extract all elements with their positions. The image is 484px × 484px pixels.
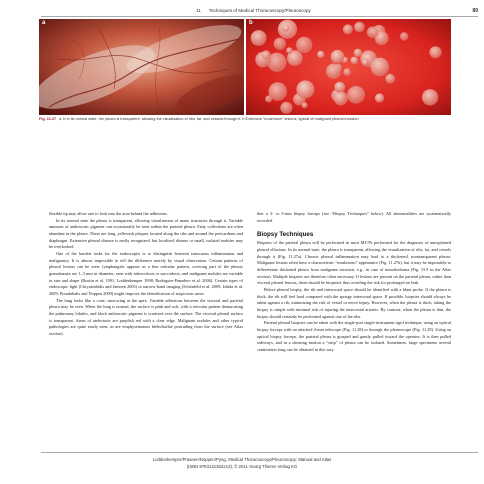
body-paragraph: One of the hardest tasks for the endoscopist is to distinguish between innocuous inflammation and malignancy. It is almost impossible to tell the difference merely by visual observation. Certain patterns of pleural lesions can be seen: lymphangitis appears as a fine reticular pattern, covering part of the pleura; granulomata are 1–3 mm in diameter, seen with tuberculosis or sarcoidosis; and malignant nodules are variable in size and shape (Boutin et al. 1991; Loddenkemper 1998; Rodriguez-Panadero et al. 2006). Certain types of endoscopic light (Chrysanthidis and Janssen 2005) or narrow-band imaging (Schönfeld et al. 2009; Ishida et al. 2009; Proudakalis and Noppen 2009) might improve the identification of suspicious areas. — [49, 250, 243, 296]
body-paragraph: Biopsies of the parietal pleura will be performed in most MT/Ps performed for the diagnosis of unexplained pleural effusions. In its normal state, the pleura is transparent, allowing the visualization of ribs, fat, and vessels through it (Fig. 11.27a). Chronic pleural inflammation may lead to a thickened, nontransparent pleura. Malignant lesions often have a characteristic “mushroom” appearance (Fig. 11.27b), but it may be impossible to differentiate thickened pleura from malignant invasion, e.g., in case of mesothelioma (Fig. 15.9 in the Atlas section). Multiple biopsies are therefore often necessary. If lesions are present on the parietal pleura, rather than visceral pleural lesions, these should be biopsied, thus avoiding the risk for prolonged air leak. — [257, 240, 451, 286]
body-paragraph: ther a 3- or 5-mm biopsy forceps (see “Biopsy Techniques” below). All abnormalities are systematically recorded. — [257, 211, 451, 223]
lesion-nodule — [354, 22, 365, 33]
lesion-nodule — [367, 27, 379, 39]
right-text-column — [257, 211, 451, 353]
lesion-nodule — [429, 46, 441, 58]
lesion-nodule — [265, 95, 272, 102]
lesion-nodule — [422, 89, 438, 105]
body-paragraph: The lung looks like a cone, narrowing at the apex. Variable adhesions between the visceral and parietal pleura may be seen. When the lung is normal, the surface is pink and soft, with a reticular pattern demarcating the pulmonary lobules, and black anthracotic pigment is scattered over the surface. The visceral pleural surface is transparent. Areas of atelectasis are purplish red with a clear edge. Malignant nodules and other typical pathologies are quite easily seen, as are emphysematous blebs/bullae protruding from the surface (see Atlas section). — [49, 297, 243, 336]
lesion-nodule — [317, 51, 324, 58]
lesion-nodule — [274, 38, 286, 50]
chapter-title: Techniques of Medical Thoracoscopy/Pleuroscopy — [208, 8, 311, 13]
lesion-nodule — [371, 58, 390, 77]
lesion-nodule — [280, 102, 292, 114]
figure-photo-b — [246, 19, 451, 115]
body-paragraph: flexible tip may allow one to look into the area behind the adhesions. — [49, 211, 168, 216]
lesion-nodule — [331, 50, 345, 64]
page-number: 89 — [472, 7, 478, 14]
caption-text: a, b In its normal state, the pleura is transparent, allowing the visualization of ribs, fat, and vessels through it. b Extensive “mushroom” lesions, typical of malignant pleural invasion. — [59, 117, 360, 121]
lesion-nodule — [282, 25, 289, 32]
copyright-footer — [0, 457, 484, 470]
footer-citation: Loddenkemper/Praveen/Noppen/Pyng, Medical Thoracoscopy/Pleuroscopy: Manual and Atlas — [152, 457, 332, 462]
lesion-nodule — [262, 50, 271, 59]
figure-caption — [39, 117, 451, 123]
chapter-number: 11 — [196, 8, 201, 13]
lesion-nodule — [326, 64, 341, 79]
normal-pleura-image — [39, 19, 244, 115]
section-heading: Biopsy Techniques — [257, 231, 314, 239]
mushroom-lesions-image — [246, 19, 451, 115]
lesion-nodule — [334, 82, 345, 93]
lesion-nodule — [286, 47, 292, 53]
lesion-nodule — [296, 37, 312, 53]
lesion-nodule — [362, 59, 369, 66]
left-text-column — [49, 211, 243, 337]
lesion-nodule — [302, 102, 308, 108]
lesion-nodule — [343, 68, 351, 76]
lesion-nodule — [334, 91, 348, 105]
footer-rule — [41, 452, 478, 453]
header-rule — [41, 16, 478, 17]
lesion-nodule — [385, 74, 395, 84]
lesion-nodule — [343, 24, 353, 34]
lesion-nodule — [375, 93, 384, 102]
lesion-nodule — [251, 30, 267, 46]
figure-photo-a — [39, 19, 244, 115]
figure-label-b: b — [249, 20, 253, 26]
body-paragraph: Parietal pleural biopsies can be taken with the single-port single-instrument rigid technique, using an optical biopsy forceps with an attached 4-mm telescope (Fig. 11.28) or through the pleuroscope (Fig. 11.29). Using an optical biopsy forceps, the parietal pleura is grasped and gently pulled toward the operator. It is then pulled sideways, and in a shearing motion a “strip” of pleura can be isolated. Sometimes, large specimens several centimeters long can be obtained in this way. — [257, 320, 451, 352]
lesion-nodule — [347, 86, 365, 104]
lesion-nodule — [351, 57, 359, 65]
lesion-nodule — [296, 80, 314, 98]
lesion-nodule — [400, 32, 408, 40]
body-paragraph: Before pleural biopsy, the rib and intercostal space should be identified with a blunt probe. If the pleura is thick, the rib will feel hard compared with the spongy intercostal space. If possible, biopsies should always be taken against a rib, minimizing the risk of vessel or nerve injury. However, when the pleura is thick, taking the biopsy is simple with minimal risk of injuring the intercostal arteries. By contrast, when the pleura is thin, the biopsy should certainly be performed against one of the ribs. — [257, 286, 451, 319]
running-head — [196, 6, 478, 15]
body-paragraph: In its normal state the pleura is transparent, allowing visualization of many structures through it. Variable amounts of anthracotic pigment can occasionally be seen within the parietal pleura. Fatty collections are often abundant in the pleura. These are long, yellowish plaques located along the ribs and around the pericardium and diaphragm. Extensive pleural disease is easily recognized, but localized disease or small, isolated nodules may be overlooked. — [49, 217, 243, 250]
caption-figure-number: Fig. 11.27 — [39, 117, 57, 121]
lesion-nodule — [354, 49, 362, 57]
footer-isbn: (ISBN 9783131362213), © 2011 Georg Thieme Verlag KG — [186, 463, 298, 469]
figure-label-a: a — [42, 20, 46, 26]
